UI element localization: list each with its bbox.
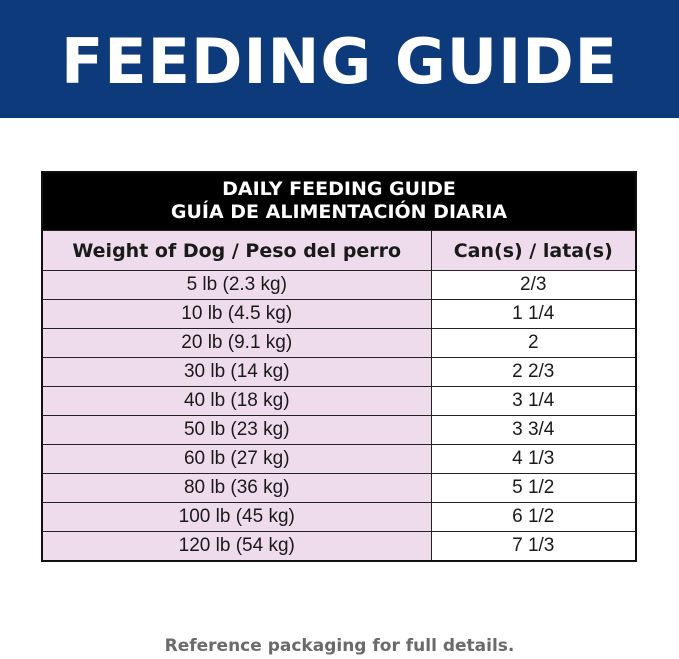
weight-cell: 50 lb (23 kg) [43, 416, 431, 445]
cans-cell: 1 1/4 [431, 300, 635, 329]
cans-cell: 7 1/3 [431, 532, 635, 561]
weight-cell: 5 lb (2.3 kg) [43, 271, 431, 300]
table-row [43, 300, 635, 329]
cans-cell: 2/3 [431, 271, 635, 300]
table-row [43, 416, 635, 445]
weight-cell: 10 lb (4.5 kg) [43, 300, 431, 329]
page-title: FEEDING GUIDE [60, 25, 619, 98]
table-title-english: DAILY FEEDING GUIDE [222, 178, 456, 200]
column-header-cans: Can(s) / lata(s) [431, 231, 635, 271]
cans-cell: 5 1/2 [431, 474, 635, 503]
weight-cell: 120 lb (54 kg) [43, 532, 431, 561]
table-row [43, 329, 635, 358]
weight-cell: 20 lb (9.1 kg) [43, 329, 431, 358]
weight-cell: 100 lb (45 kg) [43, 503, 431, 532]
table-row [43, 532, 635, 561]
title-banner [0, 0, 679, 118]
feeding-guide-table [41, 171, 637, 562]
weight-cell: 60 lb (27 kg) [43, 445, 431, 474]
cans-cell: 2 2/3 [431, 358, 635, 387]
cans-cell: 2 [431, 329, 635, 358]
table-row [43, 271, 635, 300]
table-header-row [43, 231, 635, 271]
cans-cell: 3 1/4 [431, 387, 635, 416]
cans-cell: 4 1/3 [431, 445, 635, 474]
table-row [43, 387, 635, 416]
weight-cell: 80 lb (36 kg) [43, 474, 431, 503]
footer-note: Reference packaging for full details. [164, 636, 515, 656]
feeding-table [43, 230, 635, 560]
weight-cell: 30 lb (14 kg) [43, 358, 431, 387]
table-row [43, 358, 635, 387]
cans-cell: 3 3/4 [431, 416, 635, 445]
table-row [43, 445, 635, 474]
weight-cell: 40 lb (18 kg) [43, 387, 431, 416]
table-row [43, 474, 635, 503]
cans-cell: 6 1/2 [431, 503, 635, 532]
table-title-spanish: GUÍA DE ALIMENTACIÓN DIARIA [170, 201, 508, 223]
table-row [43, 503, 635, 532]
column-header-weight: Weight of Dog / Peso del perro [43, 231, 431, 271]
table-title [43, 173, 635, 230]
